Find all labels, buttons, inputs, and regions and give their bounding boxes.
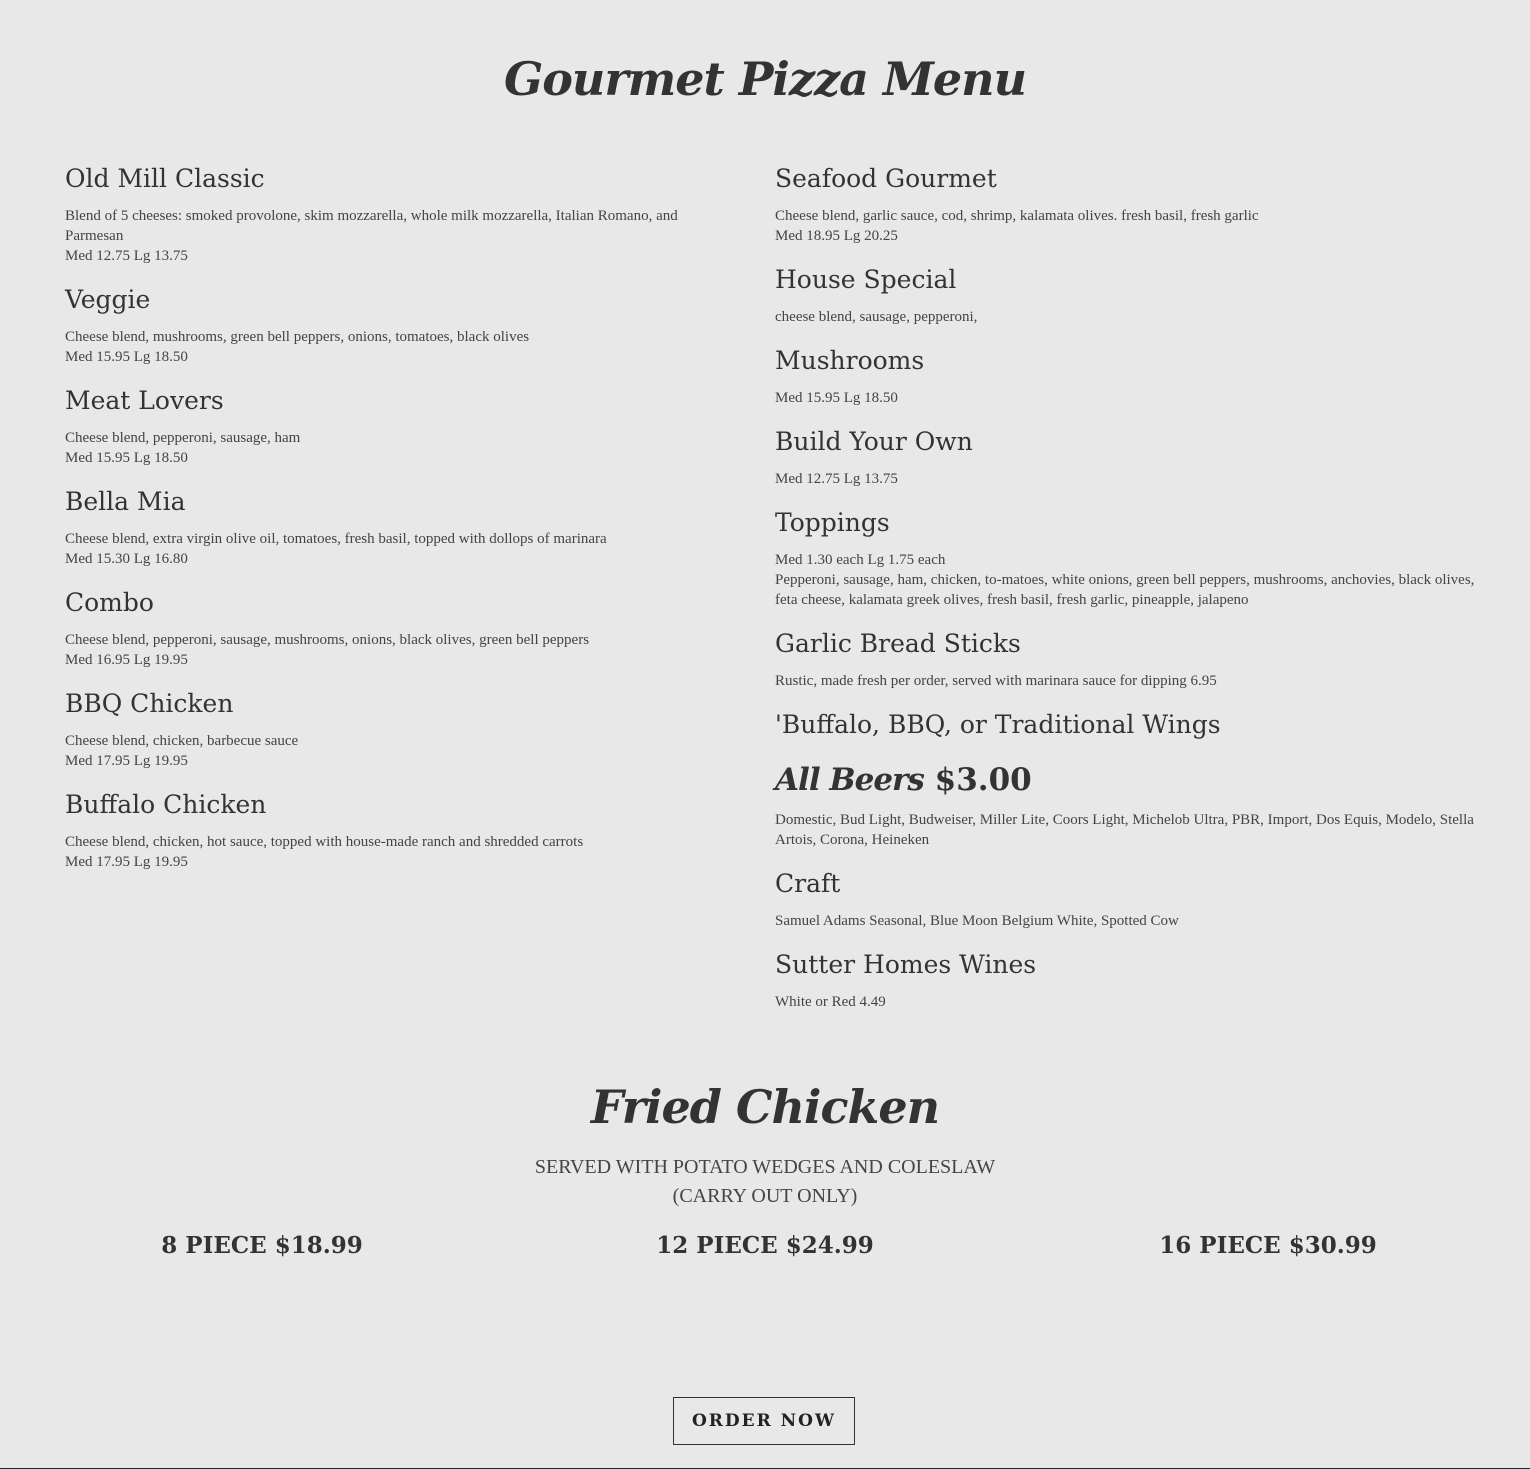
menu-item-old-mill-classic [65,162,735,266]
menu-item-description: Cheese blend, chicken, hot sauce, topped with house-made ranch and shredded carrots [65,834,584,850]
menu-item-name: Combo [65,588,154,617]
menu-item-description: Cheese blend, pepperoni, sausage, mushrooms, onions, black olives, green bell peppers [65,632,590,648]
pizza-column-left [65,162,735,889]
menu-item-seafood-gourmet [775,162,1475,246]
menu-item-name: 'Buffalo, BBQ, or Traditional Wings [775,710,1221,739]
fried-12-piece-price: 12 PIECE $24.99 [656,1232,874,1259]
page-title: Gourmet Pizza Menu [503,52,1027,106]
menu-item-name: Old Mill Classic [65,164,265,193]
menu-item-description: Cheese blend, chicken, barbecue sauce [65,733,299,749]
menu-item-combo [65,586,735,670]
menu-item-veggie [65,283,735,367]
menu-item-sutter-homes-wines [775,948,1475,1012]
menu-item-description: Cheese blend, extra virgin olive oil, tomatoes, fresh basil, topped with dollops of marinara [65,531,607,547]
menu-item-build-your-own [775,425,1475,489]
menu-item-craft [775,867,1475,931]
menu-item-bbq-chicken [65,687,735,771]
order-now-button[interactable]: ORDER NOW [673,1397,855,1445]
menu-item-name: Toppings [775,508,890,537]
menu-item-price: Med 15.30 Lg 16.80 [65,551,188,567]
menu-item-name: BBQ Chicken [65,689,234,718]
menu-item-price: White or Red 4.49 [775,994,886,1010]
fried-8-piece-price: 8 PIECE $18.99 [161,1232,363,1259]
fried-chicken-subtitle [0,1153,1530,1211]
menu-item-name: Sutter Homes Wines [775,950,1037,979]
menu-item-mushrooms [775,344,1475,408]
fried-chicken-title: Fried Chicken [590,1080,940,1134]
menu-item-name: Buffalo Chicken [65,790,267,819]
menu-item-bella-mia [65,485,735,569]
menu-item-name: Meat Lovers [65,386,224,415]
menu-item-name: Mushrooms [775,346,925,375]
fried-sub-line-2: (CARRY OUT ONLY) [672,1185,858,1207]
menu-item-description: Med 1.30 each Lg 1.75 each [775,552,946,568]
menu-item-description: Cheese blend, mushrooms, green bell peppers, onions, tomatoes, black olives [65,329,530,345]
menu-item-name: Craft [775,869,841,898]
menu-item-price: Med 17.95 Lg 19.95 [65,753,188,769]
fried-16-piece-price: 16 PIECE $30.99 [1159,1232,1377,1259]
menu-item-price: Med 16.95 Lg 19.95 [65,652,188,668]
menu-item-description: Cheese blend, pepperoni, sausage, ham [65,430,301,446]
menu-item-price: Med 15.95 Lg 18.50 [65,450,188,466]
menu-item-name: Bella Mia [65,487,186,516]
menu-item-meat-lovers [65,384,735,468]
menu-item-name: Seafood Gourmet [775,164,997,193]
menu-item-price: Med 18.95 Lg 20.25 [775,228,898,244]
menu-item-price: Med 15.95 Lg 18.50 [775,390,898,406]
menu-item-price: Rustic, made fresh per order, served with marinara sauce for dipping 6.95 [775,673,1217,689]
menu-item-name: Veggie [65,285,151,314]
menu-item-price: Med 12.75 Lg 13.75 [775,471,898,487]
menu-item-description: cheese blend, sausage, pepperoni, [775,309,978,325]
pizza-column-right [775,162,1475,1029]
menu-item-name: Build Your Own [775,427,973,456]
menu-item-price: Med 12.75 Lg 13.75 [65,248,188,264]
menu-item-price: Med 15.95 Lg 18.50 [65,349,188,365]
menu-item-garlic-bread-sticks [775,627,1475,691]
beers-list: Domestic, Bud Light, Budweiser, Miller Lite, Coors Light, Michelob Ultra, PBR, Import, Dos Equis, Modelo, Stella Artois, Corona, Heineken [775,812,1474,848]
menu-item-description: Samuel Adams Seasonal, Blue Moon Belgium White, Spotted Cow [775,913,1179,929]
menu-item-description: Cheese blend, garlic sauce, cod, shrimp, kalamata olives. fresh basil, fresh garlic [775,208,1259,224]
menu-item-toppings [775,506,1475,610]
menu-item-house-special [775,263,1475,327]
menu-item-description: Blend of 5 cheeses: smoked provolone, skim mozzarella, whole milk mozzarella, Italian Romano, and Parmesan [65,208,678,244]
menu-item-price: Med 17.95 Lg 19.95 [65,854,188,870]
beers-section [775,760,1475,850]
beers-price: $3.00 [934,762,1032,798]
fried-sub-line-1: SERVED WITH POTATO WEDGES AND COLESLAW [534,1156,996,1178]
menu-item-buffalo-chicken [65,788,735,872]
menu-item-name: House Special [775,265,957,294]
menu-item-name: Garlic Bread Sticks [775,629,1021,658]
menu-item-description: Pepperoni, sausage, ham, chicken, to-matoes, white onions, green bell peppers, mushrooms, anchovies, black olives, feta cheese, kalamata greek olives, fresh basil, fresh garlic, pineapple, jalapeno [775,572,1475,608]
beers-title: All Beers [775,762,924,798]
menu-item-buffalo-bbq-or-traditional-wings [775,708,1475,742]
